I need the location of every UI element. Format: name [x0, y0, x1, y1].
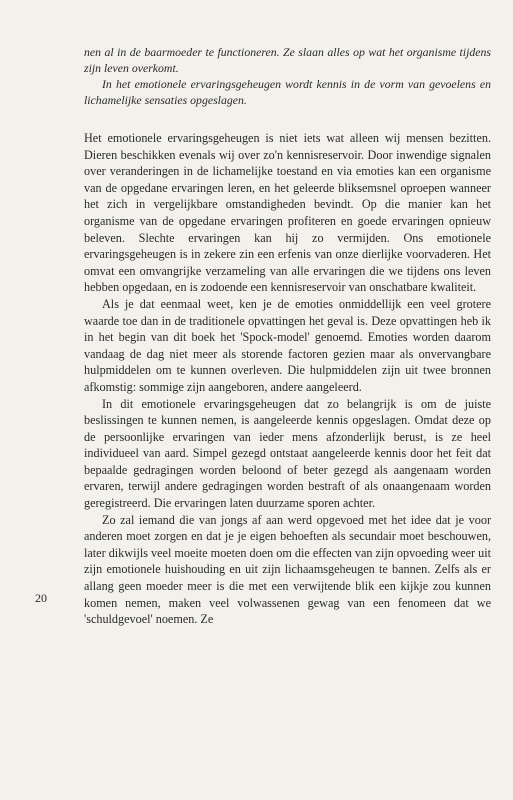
body-paragraph-2: Als je dat eenmaal weet, ken je de emoties onmiddellijk een veel grotere waarde toe dan in de traditionele opvattingen het geval is. Deze opvattingen heb ik in het begin van dit boek het 'Spock-model' genoemd. Emoties worden daarom vandaag de dag niet meer als storende factoren gezien maar als onvervangbare hulpmiddelen om te kunnen overleven. Die hulpmiddelen zijn uit twee bronnen afkomstig: sommige zijn aangeboren, andere aangeleerd.: [84, 296, 491, 394]
body-paragraph-3: In dit emotionele ervaringsgeheugen dat zo belangrijk is om de juiste beslissingen te kunnen nemen, is aangeleerde kennis opgeslagen. Omdat deze op de persoonlijke ervaringen van ieder mens afzonderlijk berust, is ze heel individueel van aard. Simpel gezegd ontstaat aangeleerde kennis door het feit dat bepaalde gedragingen worden beloond of beter gezegd als aangenaam worden ervaren, terwijl andere gedragingen worden bestraft of als onaangenaam worden geregistreerd. Die ervaringen laten duurzame sporen achter.: [84, 396, 491, 511]
body-paragraph-4: Zo zal iemand die van jongs af aan werd opgevoed met het idee dat je voor anderen moet zorgen en dat je je eigen behoeften als secundair moet beschouwen, later dikwijls veel moeite moeten doen om die effecten van zijn opvoeding weer uit zijn emotionele huishouding en uit zijn lichaamsgeheugen te bannen. Zelfs als er allang geen moeder meer is die met een verwijtende blik een kijkje zou kunnen komen nemen, maken veel volwassenen gewag van een fenomeen dat we 'schuldgevoel' noemen. Ze: [84, 512, 491, 627]
body-paragraph-1: Het emotionele ervaringsgeheugen is niet iets wat alleen wij mensen bezitten. Dieren beschikken evenals wij over zo'n kennisreservoir. Door inwendige signalen over veranderingen in de lichamelijke toestand en via emoties kan een organisme van de opgedane ervaringen leren, en het geleerde bliksemsnel oproepen wanneer het zich in vergelijkbare omstandigheden bevindt. Op die manier kan het organisme van de opgedane ervaringen profiteren en goede ervaringen opnieuw beleven. Slechte ervaringen kan hij zo vermijden. Ons emotionele ervaringsgeheugen is in zekere zin een erfenis van onze dierlijke voorvaderen. Het omvat een omvangrijke verzameling van alle ervaringen die we tijdens ons leven hebben opgedaan, en is zodoende een kennisreservoir van onschatbare kwaliteit.: [84, 131, 491, 295]
intro-paragraph-2: In het emotionele ervaringsgeheugen wordt kennis in de vorm van gevoelens en lichamelijke sensaties opgeslagen.: [84, 77, 491, 107]
intro-paragraph-1: nen al in de baarmoeder te functioneren. Ze slaan alles op wat het organisme tijdens zijn leven overkomt.: [84, 45, 491, 75]
page-number: 20: [35, 591, 47, 605]
body-text: [84, 130, 491, 628]
intro-summary: [84, 44, 491, 108]
